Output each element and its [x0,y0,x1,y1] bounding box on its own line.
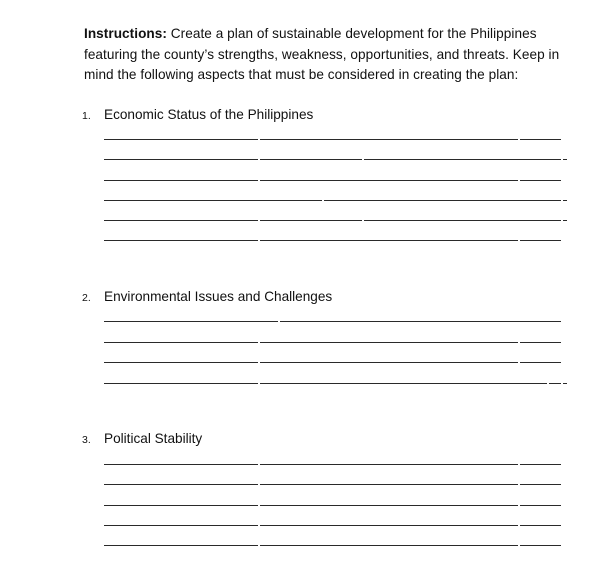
answer-line[interactable] [104,159,561,160]
line-segment-gap [518,525,520,527]
line-segment-gap [258,159,260,161]
section-heading [82,430,202,449]
line-segment-gap [362,159,364,161]
line-segment-gap [258,180,260,182]
section-number: 1. [82,110,91,122]
line-segment-gap [518,484,520,486]
line-segment-gap [547,383,549,385]
answer-line[interactable] [104,220,561,221]
line-segment-gap [278,321,280,323]
line-segment-gap [258,383,260,385]
line-segment-gap [258,464,260,466]
section-heading [82,106,313,125]
section-number: 3. [82,434,91,446]
line-segment-gap [518,362,520,364]
answer-line[interactable] [104,383,561,384]
line-segment-gap [258,139,260,141]
line-segment-gap [518,139,520,141]
answer-line[interactable] [104,200,561,201]
line-segment-gap [518,464,520,466]
instructions-text: Create a plan of sustainable development for the Philippines featuring the county’s strengths, weakness, opportunities, and threats. Keep in mind the following aspects that must be considered in creating the plan: [84,26,560,82]
line-segment-gap [258,240,260,242]
line-segment-gap [258,484,260,486]
line-segment-gap [258,525,260,527]
answer-line[interactable] [104,240,561,241]
answer-line[interactable] [104,464,561,465]
line-segment-gap [518,342,520,344]
line-segment-gap [258,362,260,364]
section-title: Political Stability [104,431,203,446]
instructions-label: Instructions: [84,26,167,41]
line-segment-gap [258,545,260,547]
section-heading [82,288,332,307]
answer-line[interactable] [104,484,561,485]
line-segment-gap [258,505,260,507]
line-segment-gap [362,220,364,222]
line-segment-gap [518,545,520,547]
answer-line[interactable] [104,545,561,546]
instructions-paragraph [84,24,584,86]
line-segment-gap [518,240,520,242]
answer-line[interactable] [104,321,561,322]
answer-line[interactable] [104,362,561,363]
line-segment-gap [518,180,520,182]
answer-line[interactable] [104,180,561,181]
section-title: Environmental Issues and Challenges [104,289,333,304]
line-segment-gap [518,505,520,507]
line-segment-gap [322,200,324,202]
section-title: Economic Status of the Philippines [104,107,314,122]
answer-line[interactable] [104,342,561,343]
line-segment-gap [258,220,260,222]
answer-line[interactable] [104,505,561,506]
line-segment-gap [258,342,260,344]
section-number: 2. [82,292,91,304]
answer-line[interactable] [104,525,561,526]
answer-line[interactable] [104,139,561,140]
